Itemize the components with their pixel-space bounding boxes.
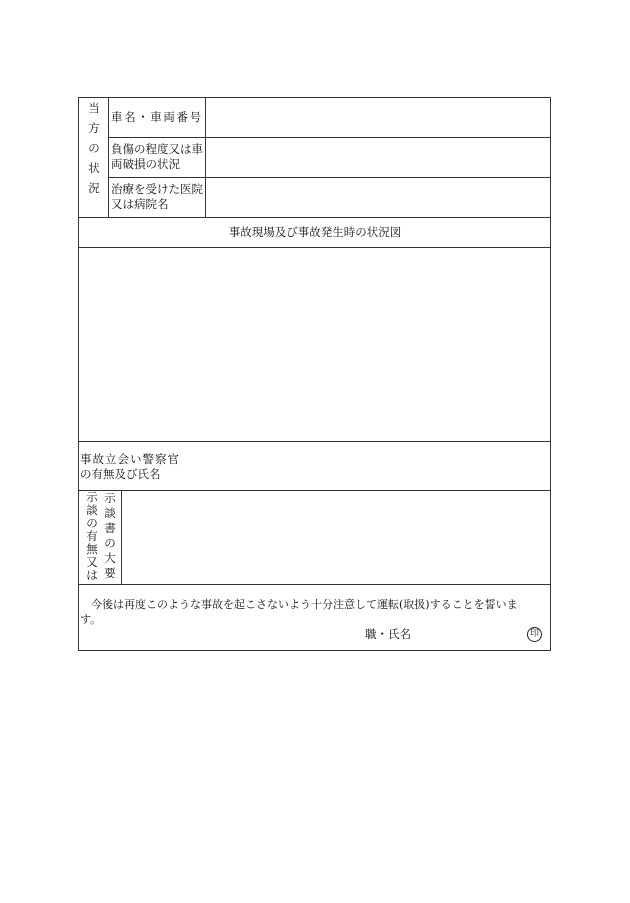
row-divider-5 — [79, 441, 551, 442]
row-divider-3 — [79, 217, 551, 218]
accident-report-form — [78, 97, 551, 651]
hospital-label-line2: 又は病院名 — [111, 197, 169, 211]
settlement-label-col1: 示 談 の 有 無 又 は — [86, 490, 98, 582]
settlement-label-col2: 示 談 書 の 大 要 — [104, 491, 116, 580]
vehicle-label: 車名・車両番号 — [111, 110, 203, 124]
col-divider-header — [108, 98, 109, 217]
hospital-label-line1: 治療を受けた医院 — [111, 182, 203, 196]
police-label-line2: の有無及び氏名 — [80, 467, 161, 481]
diagram-title: 事故現場及び事故発生時の状況図 — [228, 225, 402, 239]
our-side-header: 当 方 の 状 況 — [88, 101, 100, 195]
injury-field[interactable] — [206, 138, 551, 177]
seal-mark: 印 — [527, 627, 542, 642]
pledge-line1: 今後は再度このような事故を起こさないよう十分注意して運転(取扱)することを誓いま — [91, 598, 518, 611]
vehicle-field[interactable] — [206, 98, 551, 137]
row-divider-7 — [79, 584, 551, 585]
injury-label-line1: 負傷の程度又は車 — [111, 142, 203, 156]
settlement-field[interactable] — [122, 491, 551, 584]
injury-label-line2: 両破損の状況 — [111, 157, 180, 171]
police-label-line1: 事故立会い警察官 — [80, 452, 180, 466]
hospital-field[interactable] — [206, 178, 551, 217]
sign-label: 職・氏名 — [365, 627, 411, 641]
pledge-line2: す。 — [80, 613, 102, 626]
diagram-area[interactable] — [79, 248, 551, 441]
